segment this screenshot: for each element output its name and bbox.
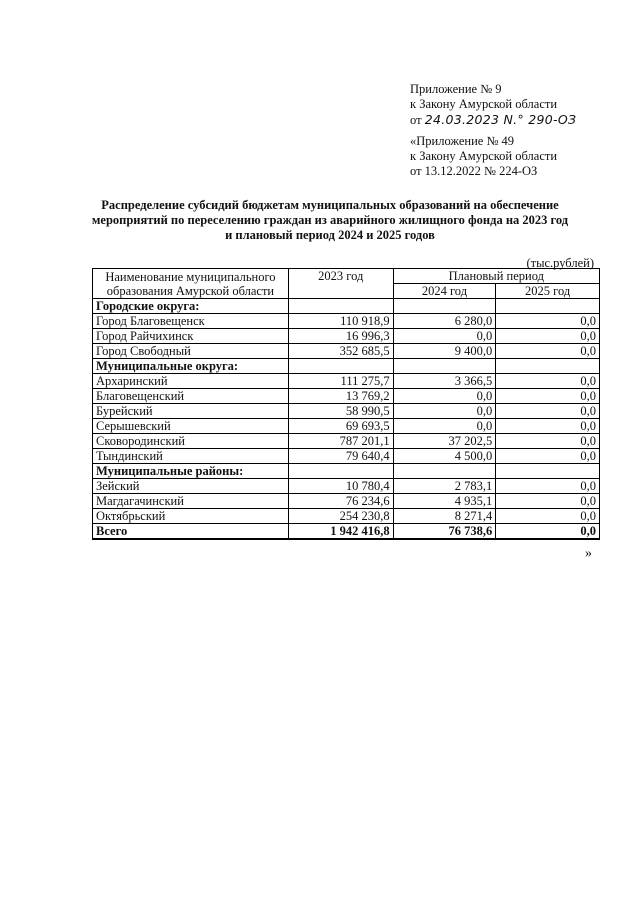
- amendment-header: [410, 82, 576, 128]
- table-row: [93, 434, 600, 449]
- amount-cell: 3 366,5: [393, 374, 496, 389]
- title-line-3: и плановый период 2024 и 2025 годов: [225, 228, 435, 242]
- group-empty-cell: [288, 464, 393, 479]
- amount-cell: 10 780,4: [288, 479, 393, 494]
- law-reference: к Закону Амурской области: [410, 97, 558, 111]
- table-row: [93, 509, 600, 524]
- group-empty-cell: [496, 299, 600, 314]
- group-label: Городские округа:: [93, 299, 289, 314]
- amount-cell: 2 783,1: [393, 479, 496, 494]
- group-row: [93, 359, 600, 374]
- amount-cell: 0,0: [393, 389, 496, 404]
- group-row: [93, 464, 600, 479]
- group-empty-cell: [496, 464, 600, 479]
- amount-cell: 4 500,0: [393, 449, 496, 464]
- amount-cell: 9 400,0: [393, 344, 496, 359]
- amount-cell: 6 280,0: [393, 314, 496, 329]
- group-empty-cell: [288, 359, 393, 374]
- amount-cell: 0,0: [393, 404, 496, 419]
- amount-cell: 0,0: [496, 434, 600, 449]
- group-row: [93, 299, 600, 314]
- group-empty-cell: [288, 299, 393, 314]
- municipality-name: Благовещенский: [93, 389, 289, 404]
- amount-cell: 58 990,5: [288, 404, 393, 419]
- group-empty-cell: [496, 359, 600, 374]
- municipality-name: Серышевский: [93, 419, 289, 434]
- amount-cell: 111 275,7: [288, 374, 393, 389]
- amount-cell: 0,0: [496, 314, 600, 329]
- title-line-1: Распределение субсидий бюджетам муниципальных образований на обеспечение: [101, 198, 559, 212]
- total-label: Всего: [93, 524, 289, 540]
- total-amount: 1 942 416,8: [288, 524, 393, 540]
- amount-cell: 254 230,8: [288, 509, 393, 524]
- amount-cell: 0,0: [496, 449, 600, 464]
- amount-cell: 352 685,5: [288, 344, 393, 359]
- original-appendix-number: «Приложение № 49: [410, 134, 515, 148]
- amount-cell: 37 202,5: [393, 434, 496, 449]
- handwritten-date: 24.03.2023 N.° 290-ОЗ: [424, 112, 577, 127]
- amount-cell: 4 935,1: [393, 494, 496, 509]
- municipality-name: Архаринский: [93, 374, 289, 389]
- table-row: [93, 329, 600, 344]
- table-row: [93, 389, 600, 404]
- subsidy-table: [92, 268, 600, 540]
- appendix-number: Приложение № 9: [410, 82, 502, 96]
- group-empty-cell: [393, 359, 496, 374]
- units-label: (тыс.рублей): [526, 256, 594, 270]
- amount-cell: 0,0: [496, 374, 600, 389]
- group-label: Муниципальные районы:: [93, 464, 289, 479]
- header-2025: 2025 год: [496, 284, 600, 299]
- amount-cell: 0,0: [496, 419, 600, 434]
- municipality-name: Город Райчихинск: [93, 329, 289, 344]
- header-2023: 2023 год: [288, 269, 393, 299]
- municipality-name: Бурейский: [93, 404, 289, 419]
- title-line-2: мероприятий по переселению граждан из аварийного жилищного фонда на 2023 год: [91, 213, 569, 227]
- original-law-date: от 13.12.2022 № 224-ОЗ: [410, 164, 538, 178]
- amount-cell: 0,0: [496, 509, 600, 524]
- document-title: [80, 198, 580, 243]
- table-row: [93, 449, 600, 464]
- table-row: [93, 404, 600, 419]
- amount-cell: 8 271,4: [393, 509, 496, 524]
- group-empty-cell: [393, 299, 496, 314]
- header-2024: 2024 год: [393, 284, 496, 299]
- closing-quote: »: [585, 546, 592, 561]
- total-amount: 0,0: [496, 524, 600, 540]
- table-row: [93, 374, 600, 389]
- group-empty-cell: [393, 464, 496, 479]
- table-row: [93, 494, 600, 509]
- date-prefix: от: [410, 113, 422, 127]
- amount-cell: 69 693,5: [288, 419, 393, 434]
- total-row: [93, 524, 600, 540]
- amount-cell: 0,0: [496, 389, 600, 404]
- municipality-name: Сковородинский: [93, 434, 289, 449]
- original-header: [410, 134, 557, 179]
- amount-cell: 13 769,2: [288, 389, 393, 404]
- law-date-line: [410, 112, 576, 128]
- table-row: [93, 479, 600, 494]
- amount-cell: 787 201,1: [288, 434, 393, 449]
- municipality-name: Город Свободный: [93, 344, 289, 359]
- table-row: [93, 419, 600, 434]
- municipality-name: Октябрьский: [93, 509, 289, 524]
- municipality-name: Зейский: [93, 479, 289, 494]
- group-label: Муниципальные округа:: [93, 359, 289, 374]
- amount-cell: 0,0: [496, 344, 600, 359]
- amount-cell: 0,0: [496, 479, 600, 494]
- amount-cell: 0,0: [496, 494, 600, 509]
- amount-cell: 16 996,3: [288, 329, 393, 344]
- header-planned: Плановый период: [393, 269, 599, 284]
- amount-cell: 0,0: [393, 329, 496, 344]
- municipality-name: Магдагачинский: [93, 494, 289, 509]
- amount-cell: 0,0: [393, 419, 496, 434]
- municipality-name: Город Благовещенск: [93, 314, 289, 329]
- amount-cell: 79 640,4: [288, 449, 393, 464]
- original-law-reference: к Закону Амурской области: [410, 149, 558, 163]
- amount-cell: 0,0: [496, 329, 600, 344]
- amount-cell: 76 234,6: [288, 494, 393, 509]
- municipality-name: Тындинский: [93, 449, 289, 464]
- amount-cell: 110 918,9: [288, 314, 393, 329]
- total-amount: 76 738,6: [393, 524, 496, 540]
- header-row: [93, 269, 600, 284]
- header-name: Наименование муниципального образования Амурской области: [93, 269, 289, 299]
- table-row: [93, 344, 600, 359]
- amount-cell: 0,0: [496, 404, 600, 419]
- table-row: [93, 314, 600, 329]
